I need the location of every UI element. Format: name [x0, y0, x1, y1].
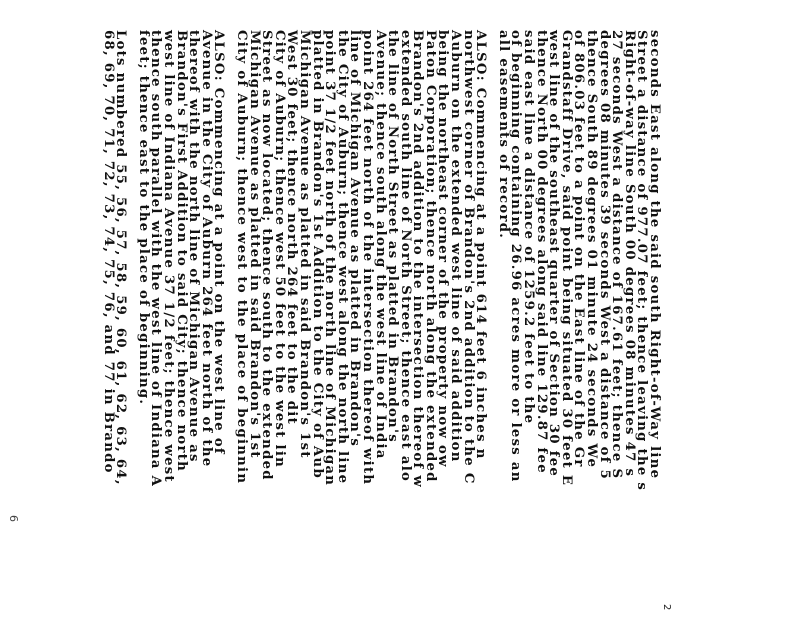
text-line: ALSO: Commencing at a point on the west line of — [211, 30, 227, 455]
text-line: all easements of record. — [495, 30, 511, 240]
paragraph — [234, 30, 489, 620]
text-line: being the northeast corner of the property now ow — [435, 30, 451, 468]
text-line: City of Auburn; thence west to the place of beginnin — [234, 30, 249, 485]
text-line: the City of Auburn; thence west along the north line — [334, 30, 350, 485]
legal-description-text — [101, 30, 660, 620]
text-line: thereof with the north line of Michigan Avenue as — [186, 30, 202, 463]
paragraph — [496, 30, 660, 620]
text-line: 27 seconds West a distance of 167.61 feet; thence S — [609, 30, 625, 480]
text-line: of beginning containing 26.96 acres more or less an — [508, 30, 524, 483]
text-line: said east line a distance of 1259.2 feet to the — [521, 30, 537, 425]
text-line: Auburn on the extended west line of said addition — [448, 30, 464, 463]
text-line: Right-of-way line South 00 degrees 08 minutes 47 s — [621, 30, 637, 478]
text-line: Michigan Avenue as platted in said Brandon's 1st — [296, 30, 312, 459]
text-line: Paton Corporation; thence north along the extended — [422, 30, 438, 483]
text-line: platted in Brandon's 1st Addition to the City of Aub — [309, 30, 325, 479]
paragraph — [135, 30, 227, 620]
text-line: extended south line of North Street; thence east alo — [397, 30, 413, 483]
text-line: Brandon's First Addition to said City; thence north — [173, 30, 189, 473]
page-number: 6 — [7, 515, 20, 522]
text-line: thence south parallel with the west line of Indiana A — [148, 30, 164, 488]
text-line: Grandstaff Drive, said point being situated 30 feet E — [558, 30, 574, 487]
corner-number: 2 — [661, 604, 672, 611]
text-line: West 30 feet; thence north 264 feet to the dit — [284, 30, 300, 425]
text-line: the line of North Street as platted in Brandon's — [385, 30, 401, 444]
text-line: Michigan Avenue as platted in said Brandon's 1st — [246, 30, 262, 459]
text-line: northwest corner of Brandon's 2nd addition to the C — [460, 30, 476, 485]
text-line: point 37 1/2 feet north of the north line of Michigan — [322, 30, 338, 487]
text-line: City of Auburn; thence west 50 feet to the west lin — [271, 30, 287, 469]
text-line: west line of the southeast quarter of Section 30 fee — [546, 30, 562, 478]
text-line: thence North 00 degrees along said line 129.87 fee — [533, 30, 549, 474]
text-line: Brandon's 2nd addition to the intersection thereof w — [410, 30, 426, 489]
text-line: Street as now located; thence south to the extended — [259, 30, 275, 481]
text-line: of 806.03 feet to a point on the East line of the Gr — [571, 30, 587, 468]
text-line: feet; thence east to the place of beginning. — [135, 30, 151, 406]
text-line: thence South 89 degrees 01 minute 24 seconds We — [584, 30, 600, 469]
text-line: Lots numbered 55, 56, 57, 58, 59, 60, 61, 62, 63, 64, — [113, 30, 129, 486]
text-line: degrees 08 minutes 39 seconds West a distance of 5 — [596, 30, 612, 481]
text-line: Avenue; thence south along the west line of India — [372, 30, 388, 460]
text-line: 68, 69, 70, 71, 72, 73, 74, 75, 76, and 77 in Brando — [100, 30, 116, 474]
text-line: line of Michigan Avenue as platted in Brandon's — [347, 30, 363, 448]
text-line: Street a distance of 977.07 feet; thence leaving the s — [634, 30, 650, 492]
paragraph — [100, 30, 129, 620]
text-line: west line of Indiana Avenue 37 1/2 feet; thence west — [161, 30, 177, 483]
text-line: point 264 feet north of the intersection thereof with — [359, 30, 375, 486]
text-line: Avenue in the City of Auburn 264 feet north of the — [198, 30, 214, 468]
text-line: ALSO: Commencing at a point 614 feet 6 inches n — [473, 30, 489, 460]
text-line: seconds East along the said south Right-of-Way line — [647, 30, 662, 480]
